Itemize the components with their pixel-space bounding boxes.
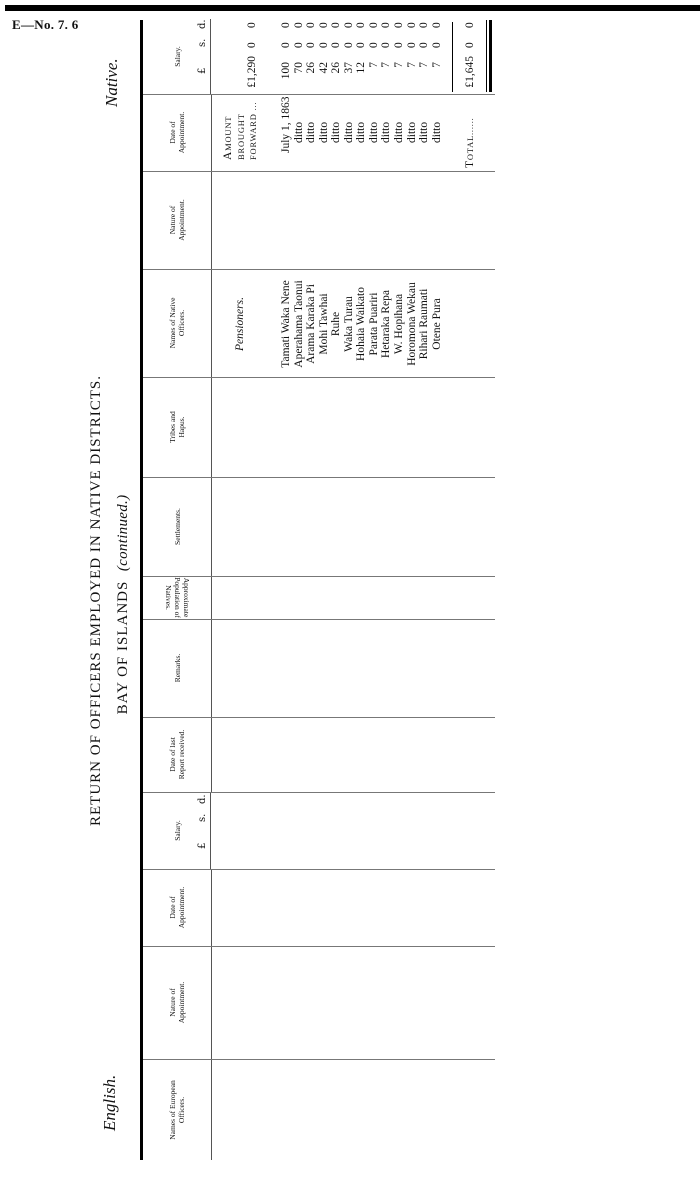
- pensioner-name: Aperahama Taonui: [292, 280, 305, 368]
- total-rule: [452, 22, 453, 92]
- pensioner-date: ditto: [355, 121, 368, 143]
- pensioner-pounds: 7: [418, 62, 431, 68]
- pensioner-pence: 0: [305, 22, 318, 28]
- pensioner-pence: 0: [330, 22, 343, 28]
- pensioner-pounds: 26: [305, 62, 318, 74]
- pensioner-shillings: 0: [392, 42, 405, 48]
- pensioner-pence: 0: [430, 22, 443, 28]
- header-date-report: Date of last Report received.: [168, 729, 186, 780]
- header-nature-native: Nature of Appointment.: [168, 199, 186, 241]
- header-tribes: Tribes and Hapus.: [168, 411, 186, 443]
- brought-forward-pounds: £1,290: [246, 56, 258, 88]
- header-names-native: Names of Native Officers.: [168, 297, 186, 349]
- col-approx-population: [143, 576, 495, 620]
- col-date-report: [143, 717, 495, 793]
- pensioner-shillings: 0: [305, 42, 318, 48]
- pensioner-pounds: 42: [317, 62, 330, 74]
- pensioner-pounds: 7: [430, 62, 443, 68]
- pensioner-shillings: 0: [342, 42, 355, 48]
- pensioner-name: Horomona Wekau: [405, 282, 418, 366]
- header-remarks: Remarks.: [172, 653, 182, 683]
- brought-forward-shillings: 0: [246, 42, 258, 48]
- pensioner-shillings: 0: [280, 42, 292, 48]
- pensioner-name: Parata Puariri: [367, 292, 380, 356]
- pensioner-shillings: 0: [418, 42, 431, 48]
- total-shillings: 0: [464, 42, 476, 48]
- pensioner-shillings: 0: [317, 42, 330, 48]
- col-tribes: [143, 377, 495, 478]
- pensioner-shillings: 0: [430, 42, 443, 48]
- page-title: RETURN OF OFFICERS EMPLOYED IN NATIVE DISTRICTS.: [88, 375, 104, 826]
- pensioner-pence: 0: [418, 22, 431, 28]
- pensioner-shillings: 0: [330, 42, 343, 48]
- brought-forward-line3: FORWARD ...: [248, 101, 258, 160]
- header-salary-native: Salary.: [173, 46, 182, 67]
- total-double-rule-thin: [486, 20, 487, 92]
- pensioner-name: W. Hopihana: [392, 293, 405, 355]
- pensioner-pounds: 7: [405, 62, 418, 68]
- pensioner-pence: 0: [280, 22, 292, 28]
- pensioner-pounds: 100: [280, 62, 292, 80]
- header-names-european: Names of European Officers.: [168, 1080, 186, 1140]
- pensioner-date: ditto: [380, 121, 393, 143]
- pensioner-date: ditto: [418, 121, 431, 143]
- pensioner-pence: 0: [292, 22, 305, 28]
- pensioner-pounds: 70: [292, 62, 305, 74]
- brought-forward-line1: AMOUNT: [222, 115, 234, 160]
- pensioner-pounds: 12: [355, 62, 368, 74]
- district-name: BAY OF ISLANDS: [115, 580, 131, 715]
- pensioner-name: Ruhe: [330, 311, 343, 337]
- header-settlements: Settlements.: [172, 508, 182, 545]
- officers-table: [140, 20, 495, 1160]
- shilling-label: s.: [197, 813, 208, 822]
- pensioner-pence: 0: [380, 22, 393, 28]
- col-nature-english: [143, 946, 495, 1060]
- header-nature-english: Nature of Appointment.: [168, 981, 186, 1024]
- pound-label: £: [197, 842, 208, 849]
- pensioner-pence: 0: [355, 22, 368, 28]
- pensioner-date: ditto: [342, 121, 355, 143]
- section-native: Native.: [102, 58, 121, 107]
- pensioner-name: Hetaraka Repa: [380, 290, 393, 359]
- total-label: TOTAL......: [464, 117, 476, 168]
- col-salary-english: [143, 792, 495, 870]
- pensioner-shillings: 0: [405, 42, 418, 48]
- pensioner-pence: 0: [367, 22, 380, 28]
- col-settlements: [143, 477, 495, 577]
- pensioner-name: Rihari Raumati: [418, 288, 431, 360]
- total-pounds: £1,645: [464, 56, 476, 88]
- pensioner-shillings: 0: [380, 42, 393, 48]
- pensioner-pence: 0: [317, 22, 330, 28]
- pensioner-date: ditto: [317, 121, 330, 143]
- header-date-native: Date of Appointment.: [168, 111, 186, 154]
- pensioner-pounds: 7: [367, 62, 380, 68]
- pence-label: d.: [197, 19, 208, 29]
- pensioner-date: July 1, 1863: [280, 96, 292, 153]
- pensioner-date: ditto: [367, 121, 380, 143]
- pensioner-name: Otene Pura: [430, 298, 443, 350]
- header-approx-population: Approximate Population of Natives.: [163, 577, 191, 618]
- pensioner-pence: 0: [405, 22, 418, 28]
- pensioner-shillings: 0: [355, 42, 368, 48]
- page-reference: E—No. 7. 6: [12, 17, 79, 32]
- pensioner-name: Arama Karaka Pi: [305, 284, 318, 364]
- col-remarks: [143, 619, 495, 718]
- pensioner-pounds: 7: [392, 62, 405, 68]
- pensioner-pounds: 26: [330, 62, 343, 74]
- pensioner-shillings: 0: [367, 42, 380, 48]
- shilling-label: s.: [197, 38, 208, 47]
- col-nature-native: [143, 171, 495, 270]
- header-date-english: Date of Appointment.: [168, 886, 186, 929]
- pensioner-pounds: 37: [342, 62, 355, 74]
- section-english: English.: [100, 1074, 119, 1131]
- pence-label: d.: [197, 794, 208, 804]
- header-salary-english: Salary.: [173, 820, 182, 841]
- pensioners-label: Pensioners.: [234, 297, 246, 351]
- pensioner-name: Hohaia Waikato: [355, 287, 368, 361]
- pensioner-name: Tamati Waka Nene: [280, 280, 292, 368]
- pensioner-name: Waka Turau: [342, 296, 355, 352]
- brought-forward-pence: 0: [246, 22, 258, 28]
- pensioner-name: Mohi Tawhai: [317, 293, 330, 355]
- col-names-european: [143, 1060, 495, 1160]
- brought-forward-line2: BROUGHT: [236, 113, 246, 160]
- pensioner-date: ditto: [292, 121, 305, 143]
- total-pence: 0: [464, 22, 476, 28]
- page-subtitle: [115, 5, 132, 1204]
- pensioner-date: ditto: [405, 121, 418, 143]
- pensioner-date: ditto: [330, 121, 343, 143]
- continued-note: (continued.): [115, 494, 131, 572]
- pensioner-pence: 0: [342, 22, 355, 28]
- pensioner-pence: 0: [392, 22, 405, 28]
- total-double-rule-thick: [489, 20, 492, 92]
- pensioner-date: ditto: [430, 121, 443, 143]
- pensioner-date: ditto: [392, 121, 405, 143]
- pensioner-date: ditto: [305, 121, 318, 143]
- pensioner-pounds: 7: [380, 62, 393, 68]
- pensioner-shillings: 0: [292, 42, 305, 48]
- col-date-english: [143, 869, 495, 947]
- pound-label: £: [197, 67, 208, 74]
